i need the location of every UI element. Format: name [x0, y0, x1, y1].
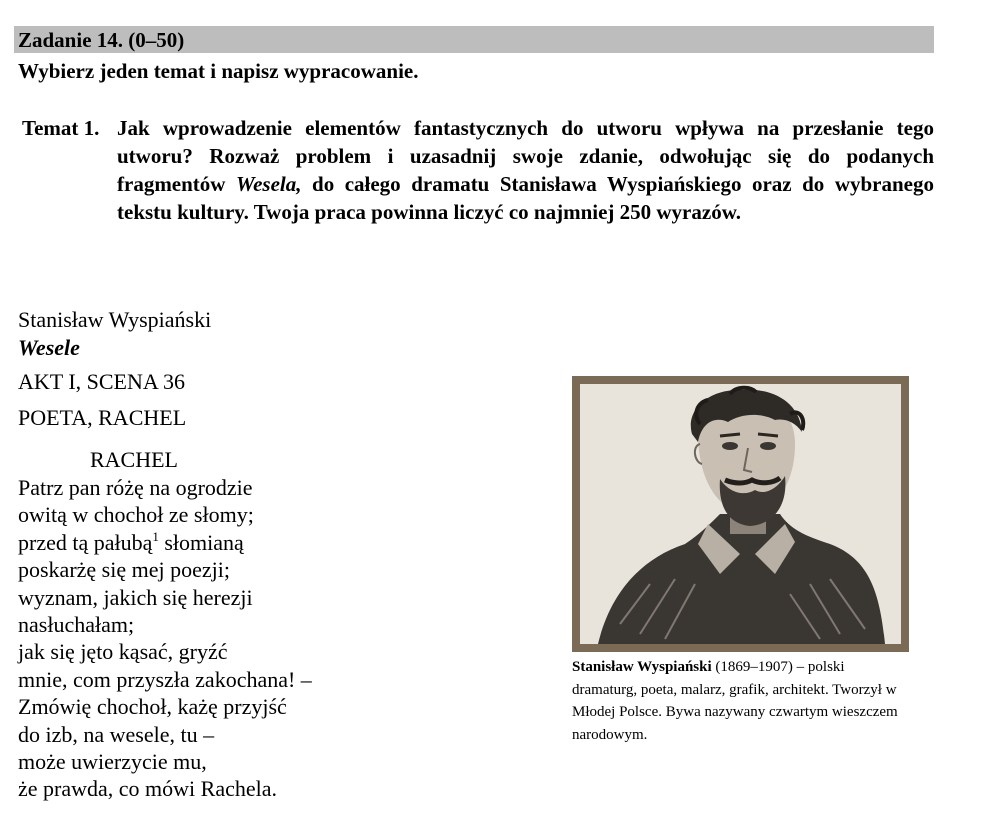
caption-name: Stanisław Wyspiański — [572, 659, 712, 675]
portrait-frame — [572, 376, 909, 652]
topic-block — [22, 114, 934, 226]
verse-line: Zmówię chochoł, każę przyjść — [18, 694, 287, 720]
task-instruction: Wybierz jeden temat i napisz wypracowanie. — [18, 59, 419, 83]
verse-line: może uwierzycie mu, — [18, 749, 207, 775]
verse-line — [18, 529, 312, 556]
verse-line-text-rest: słomianą — [158, 529, 244, 555]
verse-line-text: przed tą pałubą — [18, 529, 153, 555]
excerpt-act: AKT I, SCENA 36 — [18, 369, 186, 394]
verse-line: nasłuchałam; — [18, 612, 135, 638]
verse-line: do izb, na wesele, tu – — [18, 721, 215, 747]
portrait-drawing-icon — [580, 384, 901, 644]
verse-line: poskarżę się mej poezji; — [18, 557, 230, 583]
caption-text: (1869–1907) – polski dramaturg, poeta, malarz, grafik, architekt. Tworzył w Młodej Polsce. Bywa nazywany czwartym wieszczem narodowym. — [572, 659, 898, 743]
verse-line: wyznam, jakich się herezji — [18, 584, 253, 610]
topic-label: Temat 1. — [22, 116, 100, 140]
verse-line: jak się jęto kąsać, gryźć — [18, 639, 228, 665]
topic-work-title: Wesela, — [235, 172, 302, 196]
excerpt-speaker: RACHEL — [90, 447, 178, 472]
topic-text-part2: do całego dramatu Stanisława Wyspiańskiego oraz do wybranego tekstu kultury. Twoja praca powinna liczyć co najmniej 250 wyrazów. — [117, 172, 934, 224]
excerpt-author: Stanisław Wyspiański — [18, 307, 212, 332]
topic-text — [117, 114, 934, 226]
topic-text-part1: Jak wprowadzenie elementów fantastycznych do utworu wpływa na przesłanie tego utworu? Rozważ problem i uzasadnij swoje zdanie, odwołując się do podanych fragmentów — [117, 116, 934, 196]
verse-line: że prawda, co mówi Rachela. — [18, 776, 277, 802]
verse-line: mnie, com przyszła zakochana! – — [18, 666, 312, 692]
verse-line: owitą w chochoł ze słomy; — [18, 502, 254, 528]
portrait-caption — [572, 656, 912, 746]
verse-line: Patrz pan różę na ogrodzie — [18, 475, 253, 500]
verse-lines — [18, 474, 312, 803]
excerpt-title: Wesele — [18, 335, 80, 360]
excerpt-characters: POETA, RACHEL — [18, 405, 187, 430]
footnote-marker: 1 — [152, 528, 159, 544]
task-title: Zadanie 14. (0–50) — [18, 28, 185, 52]
